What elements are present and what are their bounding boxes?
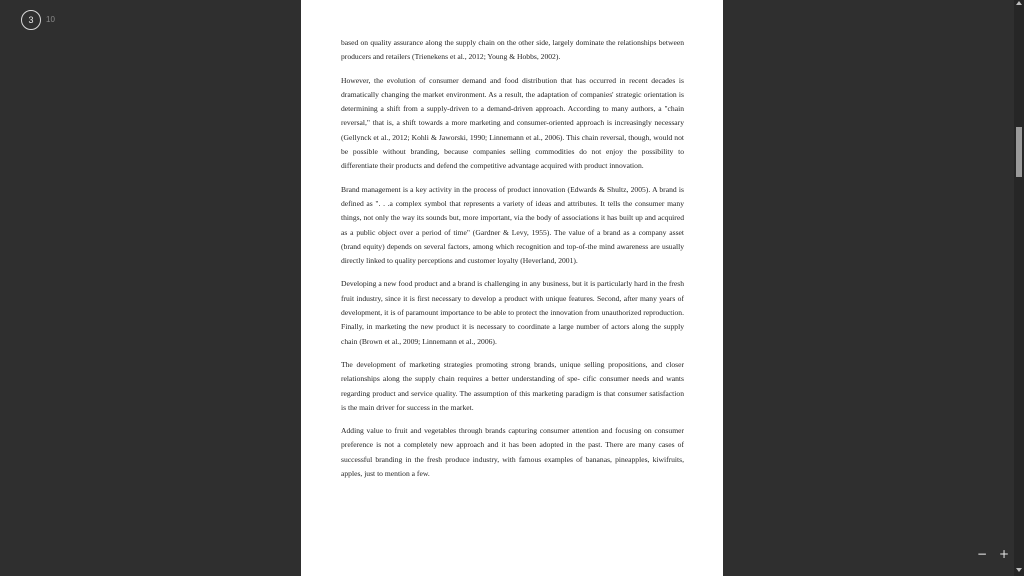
paragraph: Adding value to fruit and vegetables through brands capturing consumer attention and focusing on consumer preference is not a completely new approach and it has been adopted in the past. There are many cases of successful branding in the fresh produce industry, with famous examples of bananas, pineapples, kiwifruits, apples, just to mention a few. xyxy=(341,426,684,479)
total-pages: 10 xyxy=(46,14,55,24)
vertical-scrollbar[interactable] xyxy=(1014,0,1024,576)
zoom-out-button[interactable]: − xyxy=(976,547,988,561)
current-page-badge[interactable] xyxy=(21,10,41,30)
document-page xyxy=(301,0,723,576)
paragraph: Developing a new food product and a brand is challenging in any business, but it is particularly hard in the fresh fruit industry, since it is first necessary to develop a product with unique features. Second, after many years of development, it is of paramount importance to be able to protect the innovation from unauthorized reproduction. Finally, in marketing the new product it is necessary to coordinate a large number of actors along the supply chain (Brown et al., 2009; Linnemann et al., 2006). xyxy=(341,279,684,346)
scroll-up-icon[interactable] xyxy=(1016,1,1022,5)
current-page-number: 3 xyxy=(28,15,34,25)
scrollbar-thumb[interactable] xyxy=(1016,127,1022,177)
page-indicator xyxy=(21,10,55,30)
paragraph: However, the evolution of consumer demand and food distribution that has occurred in recent decades is dramatically changing the market environment. As a result, the adaptation of companies' strategic orientation is determining a shift from a supply-driven to a demand-driven approach. According to many authors, a "chain reversal," that is, a shift towards a more marketing and consumer-oriented approach is increasingly necessary (Gellynck et al., 2012; Kohli & Jaworski, 1990; Linnemann et al., 2006). This chain reversal, though, would not be possible without branding, because companies selling commodities do not enjoy the possibility to differentiate their products and defend the competitive advantage acquired with product innovation. xyxy=(341,75,684,171)
scroll-down-icon[interactable] xyxy=(1016,568,1022,572)
zoom-in-button[interactable]: + xyxy=(998,547,1010,561)
paragraph: Brand management is a key activity in the process of product innovation (Edwards & Shultz, 2005). A brand is defined as ". . .a complex symbol that represents a variety of ideas and attributes. It tells the consumer many things, not only the way its sounds but, more important, via the body of associations it has built up and acquired as a public object over a period of time" (Gardner & Levy, 1955). The value of a brand as a company asset (brand equity) depends on several factors, among which recognition and top-of-the mind awareness are usually directly linked to quality perceptions and customer loyalty (Heverland, 2001). xyxy=(341,184,684,266)
paragraph: The development of marketing strategies promoting strong brands, unique selling propositions, and closer relationships along the supply chain requires a better understanding of spe- cific consumer needs and wants regarding product and service quality. The assumption of this marketing paradigm is that consumer satisfaction is the main driver for success in the market. xyxy=(341,359,684,412)
zoom-controls xyxy=(975,547,1011,561)
page-content xyxy=(341,36,684,490)
paragraph: based on quality assurance along the supply chain on the other side, largely dominate the relationships between producers and retailers (Trienekens et al., 2012; Young & Hobbs, 2002). xyxy=(341,38,684,62)
